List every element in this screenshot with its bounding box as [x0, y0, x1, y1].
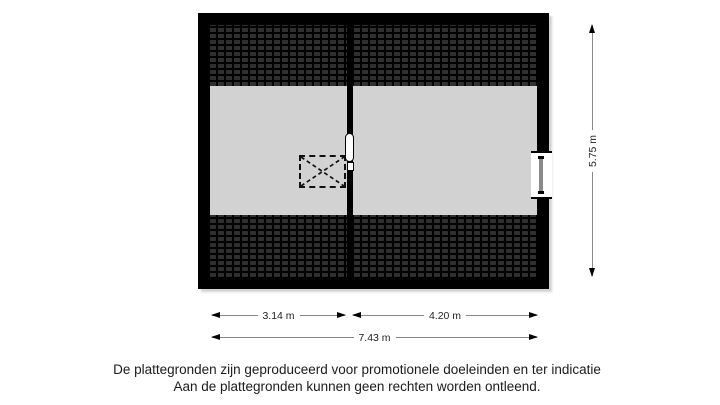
window-pane [539, 158, 543, 192]
dimension-label: 7.43 m [353, 332, 395, 344]
stairs-opening-symbol [299, 155, 346, 188]
floor-plan [198, 13, 549, 289]
window-symbol [531, 151, 552, 199]
dimension-room-left [212, 309, 345, 322]
door-jamb [347, 162, 354, 171]
window-frame-top [538, 156, 544, 159]
arrow-up-icon [589, 24, 595, 33]
dimension-total-width [212, 331, 537, 344]
arrow-left-icon [211, 312, 220, 318]
arrow-right-icon [529, 334, 538, 340]
dimension-room-right [353, 309, 537, 322]
dimension-label: 5.75 m [587, 129, 599, 171]
window-frame-bottom [538, 191, 544, 194]
arrow-right-icon [337, 312, 346, 318]
stairs-x-icon [301, 157, 344, 186]
roof-slope-top [210, 25, 537, 86]
arrow-right-icon [529, 312, 538, 318]
arrow-down-icon [589, 268, 595, 277]
disclaimer-line-1: De plattegronden zijn geproduceerd voor promotionele doeleinden en ter indicatie [113, 362, 601, 377]
dimension-label: 4.20 m [424, 310, 466, 322]
roof-slope-bottom [210, 215, 537, 277]
disclaimer-line-2: Aan de plattegronden kunnen geen rechten worden ontleend. [173, 378, 541, 394]
arrow-left-icon [352, 312, 361, 318]
disclaimer [0, 362, 714, 395]
floor-area [210, 86, 537, 215]
dimension-total-depth [586, 25, 599, 276]
arrow-left-icon [211, 334, 220, 340]
dimension-label: 3.14 m [257, 310, 299, 322]
door-symbol [345, 133, 354, 162]
